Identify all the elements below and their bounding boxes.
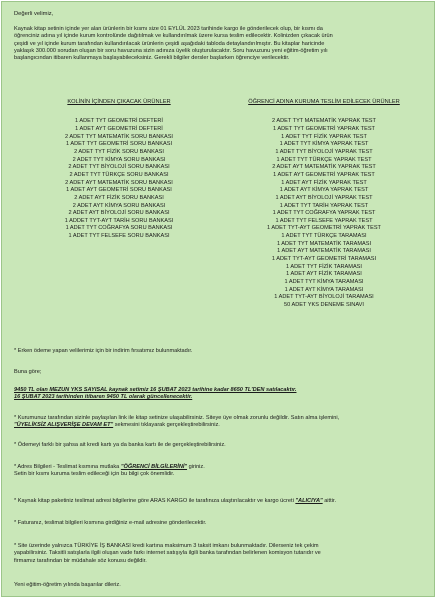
list-item: 2 ADET AYT BİYOLOJİ SORU BANKASI — [68, 210, 170, 217]
list-item: 1 ADET TYT BİYOLOJİ YAPRAK TEST — [275, 148, 373, 155]
list-item: 2 ADET TYT FİZİK SORU BANKASI — [74, 148, 164, 155]
list-item: 1 ADET TYT TÜRKÇE TARAMASI — [281, 233, 367, 240]
intro-line: öğrenciniz adına yıl içinde kurum kontrolünde dağıtılmak ve kullandırılmak üzere kursa teslim edilecektir. Kolinizden çıkacak ürün — [14, 33, 333, 40]
list-item: 1 ADET TYT FİZİK YAPRAK TEST — [281, 133, 367, 140]
list-item: 1 ADET TYT GEOMETRİ SORU BANKASI — [66, 141, 172, 148]
list-item: 1 ADET TYT FELSEFE SORU BANKASI — [68, 233, 170, 240]
list-item: 1 ADET TYT-AYT GEOMETRİ TARAMASI — [271, 256, 377, 263]
list-item: 2 ADET AYT FİZİK SORU BANKASI — [74, 194, 164, 201]
closing-text: Yeni eğitim-öğretim yılında başarılar dileriz. — [14, 582, 121, 588]
cargo-note — [14, 498, 426, 505]
list-item: 1 ADET AYT MATEMATİK TARAMASI — [277, 248, 371, 255]
list-item: 1 ADET AYT FİZİK YAPRAK TEST — [281, 179, 367, 186]
box-contents-title: KOLİNİN İÇİNDEN ÇIKACAK ÜRÜNLER — [67, 99, 171, 105]
list-item: 1 ADET AYT BİYOLOJİ YAPRAK TEST — [275, 194, 373, 201]
payment-text: * Ödemeyi farklı bir şahsa ait kredi kartı ya da banka kartı ile de gerçekleştirebilirsiniz. — [14, 442, 226, 448]
list-item: 1 ADDET TYT-AYT TARİH SORU BANKASI — [64, 217, 174, 224]
installment-note — [14, 543, 426, 565]
list-item: 2 ADET AYT MATEMATİK YAPRAK TEST — [272, 164, 376, 171]
address-line-2: Setin bir kısmı kuruma teslim edileceği için bu bilgi çok önemlidir. — [14, 471, 175, 478]
address-line-1-start: * Adres Bilgileri - Teslimat kısmına mutlaka — [14, 464, 121, 470]
address-line-1 — [14, 464, 426, 471]
list-item: 1 ADET TYT COĞRAFYA SORU BANKASI — [65, 225, 173, 232]
cargo-line-end: aittir. — [322, 498, 337, 504]
list-item: 1 ADET AYT GEOMETRİ YAPRAK TEST — [273, 171, 375, 178]
installment-line-2: yapabilirsiniz. Taksitli satışlarla ilgili oluşan vade farkı internet satışıyla ilgili banka tarafından belirlenen komisyon tutarıdır ve — [14, 550, 321, 557]
cargo-line-start: * Kaynak kitap paketiniz teslimat adresi bilgilerine göre ARAS KARGO ile tarafınıza ulaştırılacaktır ve kargo ücreti — [14, 498, 296, 504]
list-item: 2 ADET TYT BİYOLOJİ SORU BANKASI — [68, 164, 170, 171]
institution-delivery-column — [224, 99, 424, 310]
list-item: 2 ADET TYT TÜRKÇE SORU BANKASI — [69, 171, 169, 178]
membership-line-1: * Kurumunuz tarafından sizinle paylaşılan link ile kitap setinize ulaşabilirsiniz. Siteye üye olmak zorunlu değildir. Satın alma işlemini, — [14, 415, 340, 421]
buna-gore-text: Buna göre; — [14, 369, 42, 375]
membership-note — [14, 415, 426, 430]
list-item: 1 ADET TYT GEOMETRİ YAPRAK TEST — [273, 125, 375, 132]
list-item: 1 ADET TYT FELSEFE YAPRAK TEST — [275, 217, 373, 224]
box-contents-column — [24, 99, 214, 241]
list-item: 2 ADET TYT KİMYA SORU BANKASI — [72, 156, 166, 163]
institution-delivery-list — [224, 118, 424, 309]
intro-line: çeşidi ve yıl içinde kurum tarafından kullandırılacak ürünlerin çeşidi aşağıdaki tabloda detaylandırılmıştır. Bu kitaplar haricinde — [14, 40, 325, 47]
institution-delivery-title: ÖĞRENCİ ADINA KURUMA TESLİM EDİLECEK ÜRÜNLER — [248, 99, 400, 105]
invoice-text: * Faturanız, teslimat bilgileri kısmına girdiğiniz e-mail adresine gönderilecektir. — [14, 520, 207, 526]
list-item: 2 ADET TYT MATEMATİK SORU BANKASI — [65, 133, 173, 140]
list-item: 1 ADET AYT GEOMETRİ SORU BANKASI — [66, 187, 172, 194]
list-item: 1 ADET TYT-AYT GEOMETRİ YAPRAK TEST — [267, 225, 381, 232]
recipient-quote: "ALICIYA" — [295, 498, 323, 504]
list-item: 1 ADET TYT-AYT BİYOLOJİ TARAMASI — [274, 294, 374, 301]
list-item: 1 ADET TYT MATEMATİK TARAMASI — [276, 240, 372, 247]
intro-paragraph — [14, 26, 426, 62]
membership-line-2 — [14, 422, 426, 429]
list-item: 1 ADET AYT KİMYA YAPRAK TEST — [279, 187, 369, 194]
discount-note — [14, 348, 426, 355]
price-line-2: 16 ŞUBAT 2023 tarihinden itibaren 9450 TL olarak güncellenecektir. — [14, 394, 193, 401]
list-item: 1 ADET TYT TÜRKÇE YAPRAK TEST — [276, 156, 372, 163]
list-item: 1 ADET AYT FİZİK TARAMASI — [286, 271, 362, 278]
intro-line: Kaynak kitap setinin içinde yer alan ürünlerin bir kısmı size 01 EYLÜL 2023 tarihinde kargo ile gönderilecek olup, bir kısmı da — [14, 26, 323, 32]
list-item: 1 ADET TYT KİMYA YAPRAK TEST — [279, 141, 369, 148]
student-info-quote: "ÖĞRENCİ BİLGİLERİNİ" — [120, 464, 188, 470]
cargo-line — [14, 498, 426, 505]
list-item: 2 ADET TYT MATEMATİK YAPRAK TEST — [272, 118, 376, 125]
discount-text: * Erken ödeme yapan velilerimiz için bir indirim fırsatımız bulunmaktadır. — [14, 348, 193, 354]
membership-line-2-rest: sekmesini tıklayarak gerçekleştirebilirsiniz. — [113, 422, 220, 429]
invoice-note — [14, 520, 426, 527]
payment-note — [14, 442, 426, 449]
address-line-1-end: giriniz. — [187, 464, 205, 470]
list-item: 1 ADET TYT GEOMETRİ DEFTERİ — [75, 118, 163, 125]
list-item: 2 ADET AYT MATEMATİK SORU BANKASI — [65, 179, 173, 186]
address-note — [14, 464, 426, 479]
installment-line-3: firmamız tarafından bir müdahale söz konusu değildir. — [14, 557, 147, 564]
intro-line: başlangıcından itibaren kullanmaya başlayabileceksiniz. Gerekli bilgiler dersler başlarken öğrenciye verilecektir. — [14, 55, 290, 62]
guest-checkout-quote: "ÜYELİKSİZ ALIŞVERİŞE DEVAM ET" — [14, 422, 114, 429]
list-item: 1 ADET TYT KİMYA TARAMASI — [284, 279, 364, 286]
list-item: 2 ADET AYT KİMYA SORU BANKASI — [72, 202, 166, 209]
closing-note — [14, 582, 426, 589]
box-contents-list — [24, 118, 214, 241]
list-item: 1 ADET TYT TARİH YAPRAK TEST — [279, 202, 369, 209]
price-note — [14, 387, 426, 402]
list-item: 1 ADET AYT GEOMETRİ DEFTERİ — [75, 125, 163, 132]
price-line-1: 9450 TL olan MEZUN YKS SAYISAL kaynak setimiz 16 ŞUBAT 2023 tarihine kadar 8650 TL'DEN satılacaktır. — [14, 387, 297, 393]
greeting: Değerli velimiz, — [14, 11, 54, 17]
installment-line-1: * Site üzerinde yalnızca TÜRKİYE İŞ BANKASI kredi kartına maksimum 3 taksit imkanı bulunmaktadır. Dilerseniz tek çekim — [14, 543, 319, 549]
list-item: 1 ADET TYT FİZİK TARAMASI — [286, 263, 362, 270]
buna-gore — [14, 369, 426, 376]
intro-line: yaklaşık 300.000 sorudan oluşan bir soru havuzuna sizin adınıza üyelik oluşturulacaktır. Soru havuzunu yeni eğitim-öğretim yılı — [14, 47, 328, 54]
list-item: 1 ADET TYT COĞRAFYA YAPRAK TEST — [272, 210, 376, 217]
document-page — [1, 1, 435, 597]
list-item: 1 ADET AYT KİMYA TARAMASI — [284, 286, 364, 293]
list-item: 50 ADET YKS DENEME SINAVI — [284, 302, 364, 309]
